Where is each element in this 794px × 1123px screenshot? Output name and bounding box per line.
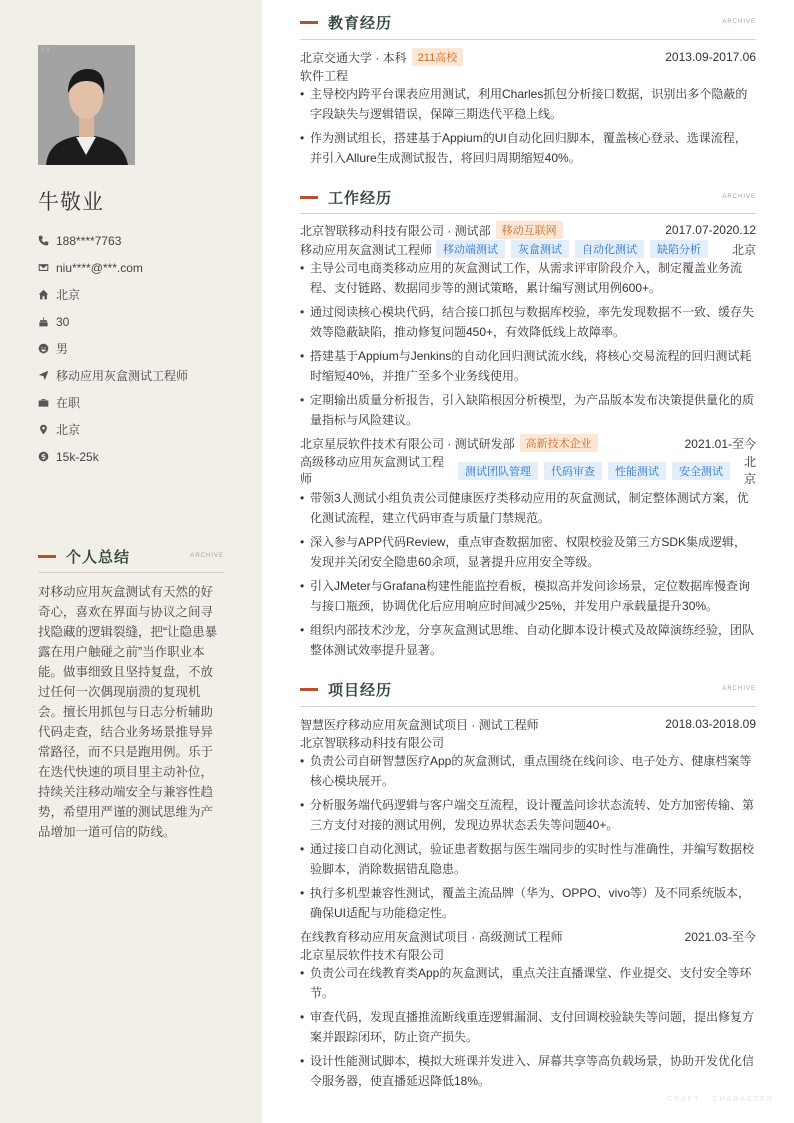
money-icon [38,450,56,464]
list-item: • 通过接口自动化测试，验证患者数据与医生端同步的实时性与准确性，并编写数据校验脚本，消除数据错乱隐患。 [300,839,756,879]
email-row [38,254,238,281]
home-icon [38,288,56,302]
phone-icon [38,234,56,248]
job-header [300,221,756,239]
job-city: 北京 [731,242,756,257]
list-item: • 组织内部技术沙龙，分享灰盒测试思维、自动化脚本设计模式及故障演练经验，团队整体测试效率提升显著。 [300,620,756,660]
project-company: 北京星辰软件技术有限公司 [300,947,445,962]
job-role [300,454,452,488]
list-item: • 通过阅读核心模块代码，结合接口抓包与数据库校验，率先发现数据不一致、缓存失效等隐蔽缺陷，推动修复问题450+，有效降低线上故障率。 [300,302,756,342]
list-item: • 深入参与APP代码Review，重点审查数据加密、权限校验及第三方SDK集成逻辑，发现并关闭安全隐患60余项，显著提升应用安全等级。 [300,532,756,572]
phone-row [38,227,238,254]
location-row [38,281,238,308]
project-name-role: 智慧医疗移动应用灰盒测试项目 · 测试工程师 [300,717,539,732]
list-item: • 作为测试组长，搭建基于Appium的UI自动化回归脚本，覆盖核心登录、选课流程，并引入Allure生成测试报告，将回归周期缩短40%。 [300,128,756,168]
project-company-row [300,733,756,751]
job-header [300,434,756,452]
project-header [300,715,756,733]
school-tag: 211高校 [412,48,464,66]
job-role-row [300,453,756,489]
archive-label: ARCHIVE [722,686,756,692]
role-row [38,362,238,389]
archive-label: ARCHIVE [722,194,756,200]
portrait-image [38,45,135,165]
education-date: 2013.09-2017.06 [665,50,756,64]
gender-row [38,335,238,362]
section-accent-bar [300,21,318,24]
skill-tag: 灰盒测试 [511,240,569,258]
skill-tag: 代码审查 [544,462,602,480]
work-header [300,185,756,209]
archive-label: ARCHIVE [722,19,756,25]
major-row [300,66,756,84]
project-company: 北京智联移动科技有限公司 [300,735,445,750]
target-role-text: 移动应用灰盒测试工程师 [56,369,189,383]
education-title: 教育经历 [328,14,393,32]
skill-tag: 缺陷分析 [650,240,708,258]
age-text: 30 [56,314,70,329]
section-accent-bar [300,688,318,691]
profile-photo [38,45,135,165]
job-date: 2021.01-至今 [684,436,756,451]
company-dept: 北京智联移动科技有限公司 · 测试部 [300,223,491,238]
status-text: 在职 [56,396,81,410]
project-header [300,927,756,945]
company-dept: 北京星辰软件技术有限公司 · 测试研发部 [300,436,515,451]
education-entry-header [300,48,756,66]
project-company-row [300,945,756,963]
list-item: • 审查代码，发现直播推流断线重连逻辑漏洞、支付回调校验缺失等问题，提出修复方案并跟踪闭环，防止资产损失。 [300,1007,756,1047]
job-city-line: 北 [743,455,756,469]
summary-header [38,544,224,568]
target-city-text: 北京 [56,423,81,437]
cake-icon [38,315,56,329]
project-date: 2021.03-至今 [684,929,756,944]
briefcase-icon [38,396,56,410]
job-city-line: 京 [743,472,756,486]
summary-text: 对移动应用灰盒测试有天然的好奇心，喜欢在界面与协议之间寻找隐藏的逻辑裂缝，把“让隐患暴露在用户触碰之前”当作职业本能。做事细致且坚持复盘，不放过任何一次偶现崩溃的复现机会。擅长用抓包与日志分析辅助代码走查，结合业务场景推导异常路径，而不只是跑用例。乐于在迭代快速的项目里主动补位，持续关注移动端安全与兼容性趋势，希望用严谨的测试思维为产品增加一道可信的防线。 [38,585,218,839]
skill-tag: 自动化测试 [575,240,644,258]
salary-row [38,443,238,470]
summary-title: 个人总结 [66,548,131,566]
projects-title: 项目经历 [328,681,393,699]
job-date: 2017.07-2020.12 [665,223,756,237]
projects-header [300,677,756,701]
contact-info [38,227,238,470]
project-date: 2018.03-2018.09 [665,717,756,731]
skill-tag: 性能测试 [608,462,666,480]
list-item: • 主导校内跨平台课表应用测试，利用Charles抓包分析接口数据，识别出多个隐蔽的字段缺失与逻辑错误，保障三期迭代平稳上线。 [300,84,756,124]
gender-text: 男 [56,342,69,356]
projects-divider [300,706,756,707]
watermark: CRAFT · CHARACTER [667,1096,774,1103]
education-bullets [300,84,756,172]
list-item: • 负责公司自研智慧医疗App的灰盒测试，重点围绕在线问诊、电子处方、健康档案等核心模块展开。 [300,751,756,791]
email-text: niu****@***.com [56,260,143,275]
project-bullets [300,751,756,927]
section-accent-bar [300,196,318,199]
mail-icon [38,261,56,275]
industry-tag: 高新技术企业 [520,434,598,452]
skill-tag: 安全测试 [672,462,730,480]
job-role: 移动应用灰盒测试工程师 [300,242,433,257]
age-row [38,308,238,335]
list-item: • 定期输出质量分析报告，引入缺陷根因分析模型，为产品版本发布决策提供量化的质量指标与风险建议。 [300,390,756,430]
project-name-role: 在线教育移动应用灰盒测试项目 · 高级测试工程师 [300,929,563,944]
send-icon [38,369,56,383]
list-item: • 分析服务端代码逻辑与客户端交互流程，设计覆盖问诊状态流转、处方加密传输、第三方支付对接的测试用例，发现边界状态丢失等问题40+。 [300,795,756,835]
location-text: 北京 [56,288,81,302]
photo-tag: 日日 [40,47,51,53]
industry-tag: 移动互联网 [496,221,563,239]
status-row [38,389,238,416]
education-header [300,10,756,34]
list-item: • 带领3人测试小组负责公司健康医疗类移动应用的灰盒测试，制定整体测试方案，优化测试流程，建立代码审查与质量门禁规范。 [300,488,756,528]
job-bullets [300,488,756,664]
salary-text: 15k-25k [56,449,99,464]
list-item: • 负责公司在线教育类App的灰盒测试，重点关注直播课堂、作业提交、支付安全等环节。 [300,963,756,1003]
list-item: • 主导公司电商类移动应用的灰盒测试工作，从需求评审阶段介入，制定覆盖业务流程、支付链路、数据同步等的测试策略，累计编写测试用例600+。 [300,258,756,298]
work-title: 工作经历 [328,189,393,207]
school-degree: 北京交通大学 · 本科 [300,50,407,65]
section-accent-bar [38,555,56,558]
candidate-name: 牛敬业 [38,191,104,214]
phone-text: 188****7763 [56,233,122,248]
archive-label: ARCHIVE [190,553,224,559]
education-divider [300,39,756,40]
city-row [38,416,238,443]
project-bullets [300,963,756,1095]
skill-tag: 测试团队管理 [458,462,538,480]
job-role-line: 师 [300,472,313,486]
major: 软件工程 [300,68,349,83]
smile-icon [38,342,56,356]
list-item: • 搭建基于Appium与Jenkins的自动化回归测试流水线，将核心交易流程的回归测试耗时缩短40%，并推广至多个业务线使用。 [300,346,756,386]
job-role-row [300,240,756,258]
map-pin-icon [38,423,56,437]
job-bullets [300,258,756,434]
job-role-line: 高级移动应用灰盒测试工程 [300,455,445,469]
work-divider [300,213,756,214]
list-item: • 执行多机型兼容性测试，覆盖主流品牌（华为、OPPO、vivo等）及不同系统版本，确保UI适配与功能稳定性。 [300,883,756,923]
list-item: • 引入JMeter与Grafana构建性能监控看板，模拟高并发问诊场景，定位数据库慢查询与接口瓶颈，协调优化后应用响应时间减少25%，并发用户承载量提升30%。 [300,576,756,616]
list-item: • 设计性能测试脚本，模拟大班课并发进入、屏幕共享等高负载场景，协助开发优化信令服务器，使直播延迟降低18%。 [300,1051,756,1091]
summary-divider [38,572,224,573]
skill-tag: 移动端测试 [436,240,505,258]
job-city [744,454,756,488]
